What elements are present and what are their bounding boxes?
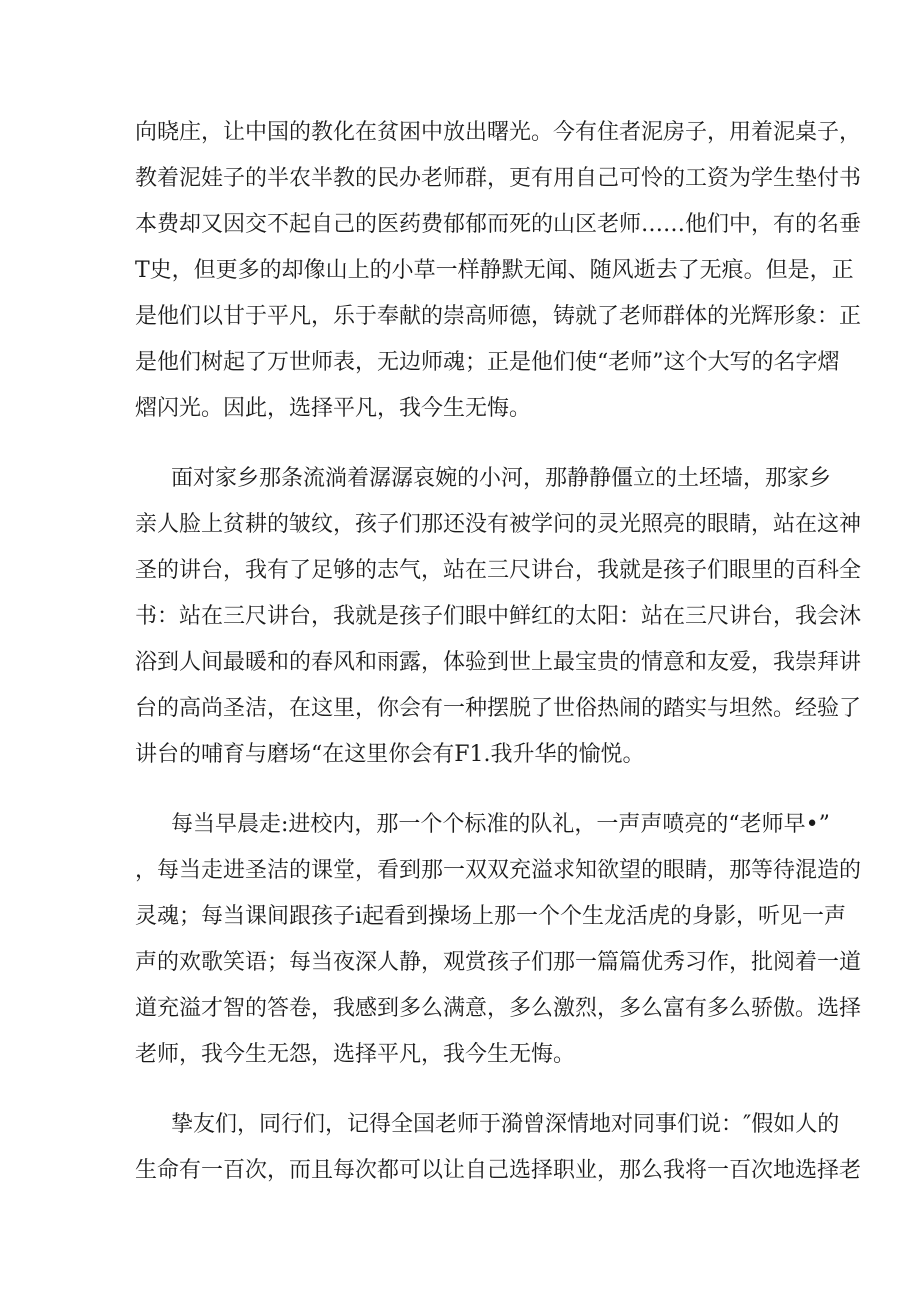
paragraph	[135, 456, 862, 778]
text-line: 亲人脸上贫耕的皱纹，孩子们那还没有被学问的灵光照亮的眼睛，站在这神	[135, 512, 862, 537]
text-line: 灵魂；每当课间跟孩子i起看到操场上那一个个生龙活虎的身影，听见一声	[135, 904, 847, 929]
text-line: 挚友们，同行们，记得全国老师于漪曾深情地对同事们说：″假如人的	[171, 1112, 840, 1137]
text-line: 每当早晨走:进校内，那一个个标准的队礼，一声声喷亮的“老师早•”	[171, 812, 830, 837]
text-line: 教着泥娃子的半农半教的民办老师群，更有用自己可怜的工资为学生垫付书	[135, 166, 862, 191]
text-line: 向晓庄，让中国的教化在贫困中放出曙光。今有住者泥房子，用着泥桌子，	[135, 120, 862, 145]
text-line: 熠闪光。因此，选择平凡，我今生无悔。	[135, 396, 532, 421]
text-line: 书：站在三尺讲台，我就是孩子们眼中鲜红的太阳：站在三尺讲台，我会沐	[135, 604, 862, 629]
text-line: 讲台的哺育与磨场“在这里你会有F1.我升华的愉悦。	[135, 742, 645, 767]
text-line: 道充溢才智的答卷，我感到多么满意，多么激烈，多么富有多么骄傲。选择	[135, 996, 862, 1021]
text-line: 圣的讲台，我有了足够的志气，站在三尺讲台，我就是孩子们眼里的百科全	[135, 558, 862, 583]
paragraph-gap	[135, 1078, 795, 1102]
text-line: 生命有一百次，而且每次都可以让自己选择职业，那么我将一百次地选择老	[135, 1158, 862, 1183]
text-line: 是他们树起了万世师表，无边师魂；正是他们使“老师”这个大写的名字熠	[135, 350, 840, 375]
text-line: 浴到人间最暖和的春风和雨露，体验到世上最宝贵的情意和友爱，我崇拜讲	[135, 650, 862, 675]
text-line: 本费却又因交不起自己的医药费郁郁而死的山区老师……他们中，有的名垂	[135, 212, 862, 237]
paragraph-gap	[135, 778, 795, 802]
paragraph	[135, 802, 862, 1078]
document-body	[135, 110, 862, 1194]
text-line: 是他们以甘于平凡，乐于奉献的崇高师德，铸就了老师群体的光辉形象：正	[135, 304, 862, 329]
paragraph	[135, 110, 862, 432]
text-line: ，每当走进圣洁的课堂，看到那一双双充溢求知欲望的眼睛，那等待混造的	[135, 858, 862, 883]
text-line: 面对家乡那条流淌着潺潺哀婉的小河，那静静僵立的土坯墙，那家乡	[171, 466, 832, 491]
text-line: 声的欢歌笑语；每当夜深人静，观赏孩子们那一篇篇优秀习作，批阅着一道	[135, 950, 862, 975]
paragraph	[135, 1102, 862, 1194]
text-line: 台的高尚圣洁，在这里，你会有一种摆脱了世俗热闹的踏实与坦然。经验了	[135, 696, 862, 721]
paragraph-gap	[135, 432, 795, 456]
text-line: T史，但更多的却像山上的小草一样静默无闻、随风逝去了无痕。但是，正	[135, 258, 854, 283]
text-line: 老师，我今生无怨，选择平凡，我今生无悔。	[135, 1042, 576, 1067]
